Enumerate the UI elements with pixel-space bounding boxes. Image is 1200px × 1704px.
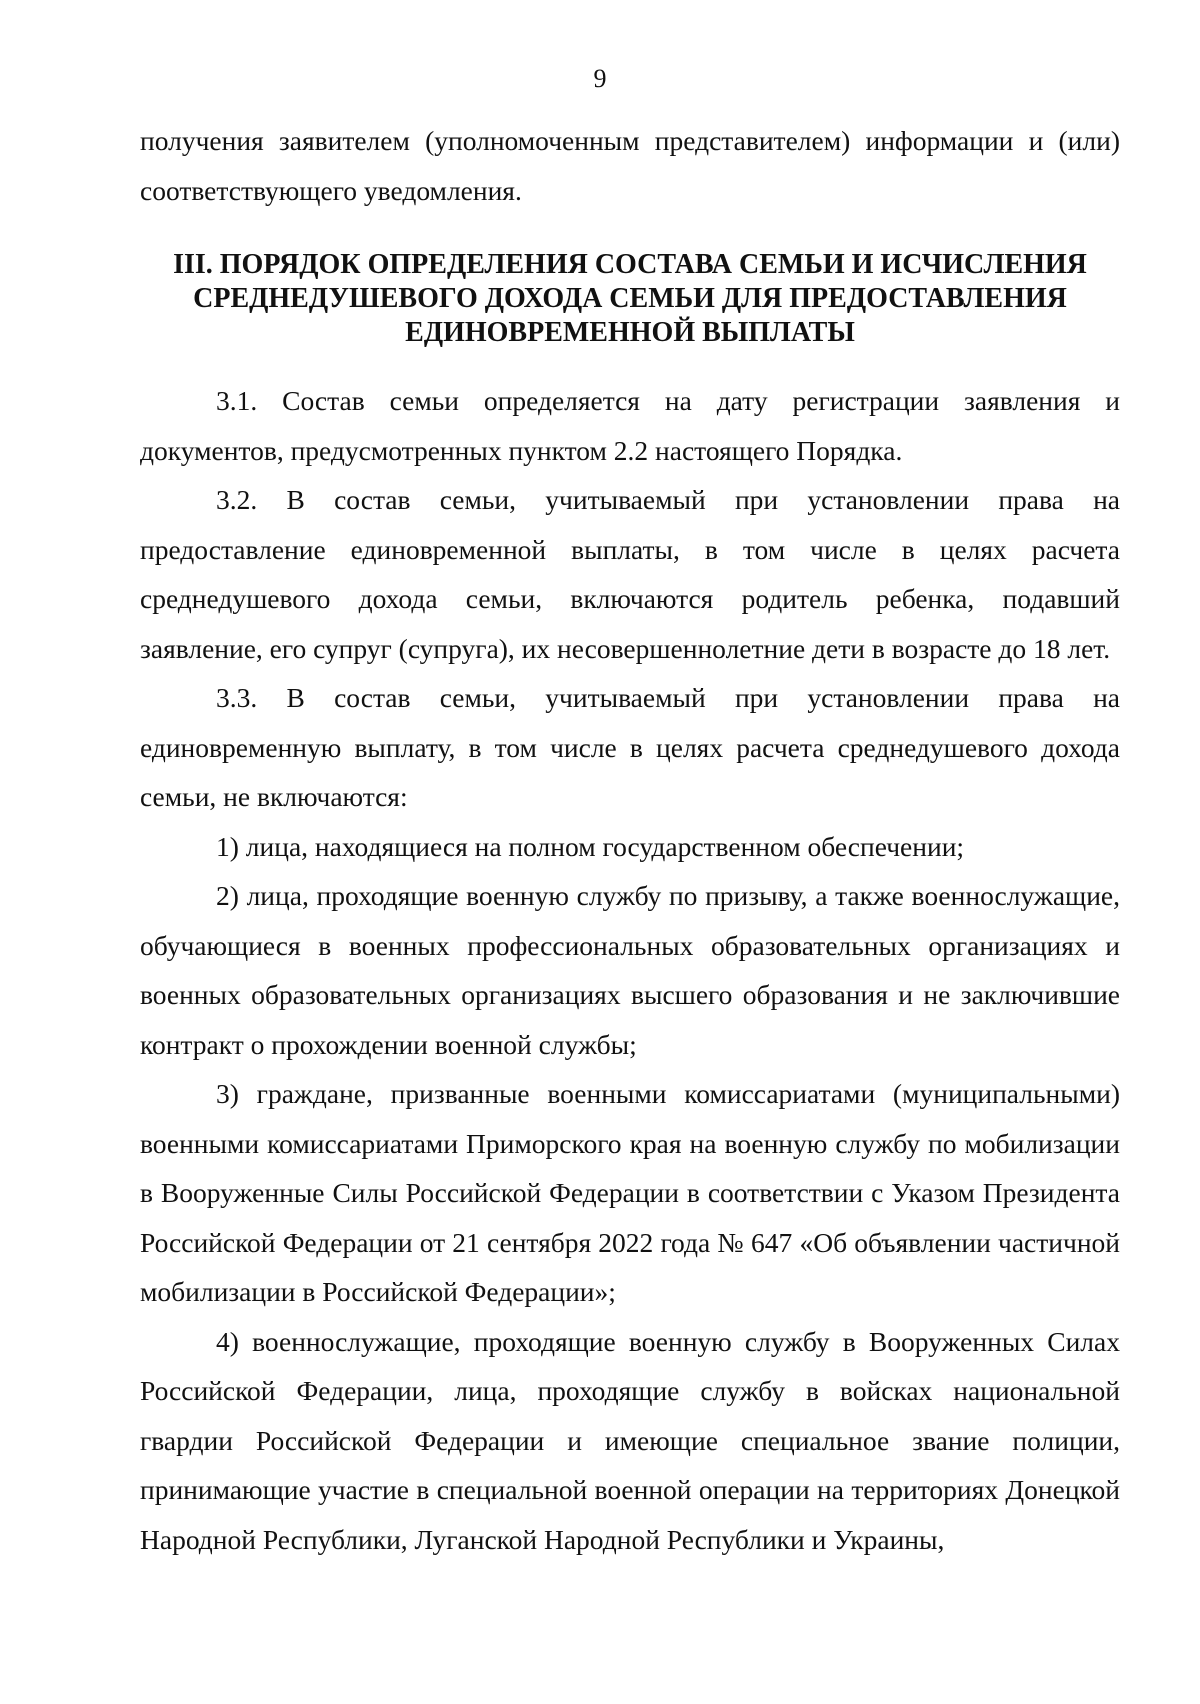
section-heading-line: ЕДИНОВРЕМЕННОЙ ВЫПЛАТЫ [405,317,855,348]
page-number: 9 [593,64,607,93]
list-item-4: 4) военнослужащие, проходящие военную службу в Вооруженных Силах Российской Федерации, лица, проходящие службу в войсках национальной гвардии Российской Федерации и имеющие специальное звание полиции, принимающие участие в специальной военной операции на территориях Донецкой Народной Республики, Луганской Народной Республики и Украины, [140,1325,1120,1555]
document-body [140,116,1120,1564]
list-item-1: 1) лица, находящиеся на полном государственном обеспечении; [216,830,965,862]
paragraph-3-3: 3.3. В состав семьи, учитываемый при установлении права на единовременную выплату, в том числе в целях расчета среднедушевого дохода семьи, не включаются: [140,682,1120,812]
paragraph-3-1: 3.1. Состав семьи определяется на дату регистрации заявления и документов, предусмотренных пунктом 2.2 настоящего Порядка. [140,385,1120,466]
section-heading-line: III. ПОРЯДОК ОПРЕДЕЛЕНИЯ СОСТАВА СЕМЬИ И ИСЧИСЛЕНИЯ [173,249,1087,280]
list-item-3: 3) граждане, призванные военными комиссариатами (муниципальными) военными комиссариатами Приморского края на военную службу по мобилизации в Вооруженные Силы Российской Федерации в соответствии с Указом Президента Российской Федерации от 21 сентября 2022 года № 647 «Об объявлении частичной мобилизации в Российской Федерации»; [140,1078,1120,1307]
paragraph-3-2: 3.2. В состав семьи, учитываемый при установлении права на предоставление единовременной выплаты, в том числе в целях расчета среднедушевого дохода семьи, включаются родитель ребенка, подавший заявление, его супруг (супруга), их несовершеннолетние дети в возрасте до 18 лет. [140,484,1120,664]
section-heading [140,248,1120,350]
section-heading-line: СРЕДНЕДУШЕВОГО ДОХОДА СЕМЬИ ДЛЯ ПРЕДОСТАВЛЕНИЯ [193,283,1067,314]
list-item-2: 2) лица, проходящие военную службу по призыву, а также военнослужащие, обучающиеся в военных профессиональных образовательных организациях и военных образовательных организациях высшего образования и не заключившие контракт о прохождении военной службы; [140,880,1120,1060]
continuation-paragraph: получения заявителем (уполномоченным представителем) информации и (или) соответствующего уведомления. [140,125,1120,206]
